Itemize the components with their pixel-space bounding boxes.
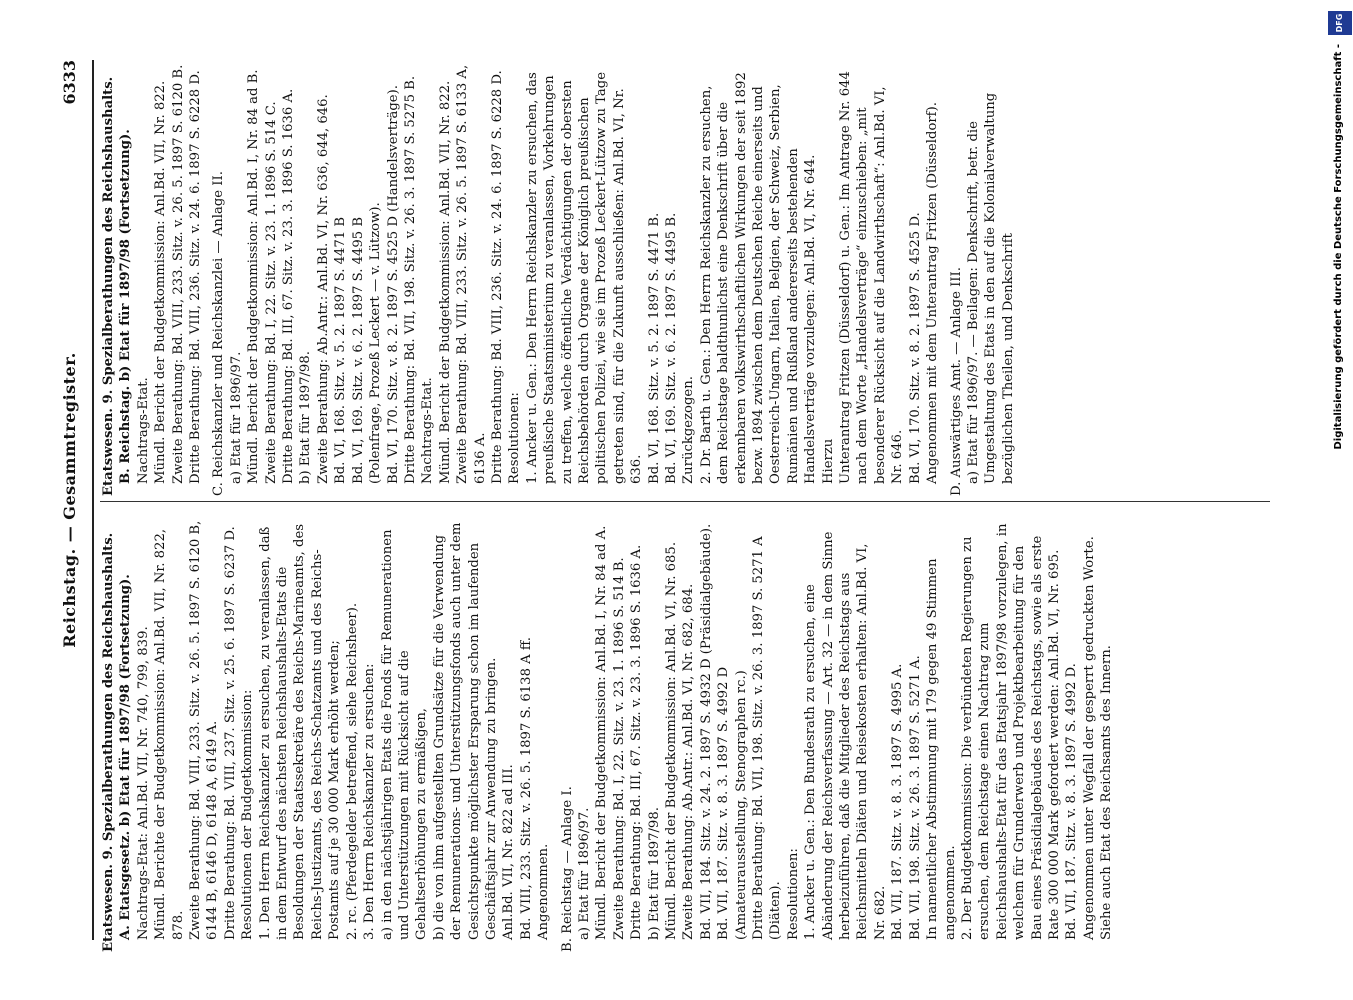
entry-line: Resolutionen: xyxy=(507,392,523,484)
entry-line: Bd. VI, 170. Sitz. v. 8. 2. 1897 S. 4525 D (Handelsverträge). xyxy=(385,85,401,484)
column-divider xyxy=(100,501,1270,502)
entry-line: Nachtrags-Etat. xyxy=(135,377,151,484)
running-title: Reichstag. — Gesammtregister. xyxy=(60,352,79,648)
entry-line: Bd. VII, 184. Sitz. v. 24. 2. 1897 S. 4932 D (Präsidialgebäude). xyxy=(698,523,714,940)
entry-line: Dritte Berathung: Bd. VIII, 236. Sitz. v. 24. 6. 1897 S. 6228 D. xyxy=(188,70,204,484)
entry-line: Mündl. Bericht der Budgetkommission: Anl.Bd. VII, Nr. 822. xyxy=(153,80,169,484)
digitization-strip xyxy=(1325,0,1353,1000)
entry-line: a) in den nächstjährigen Etats die Fonds für Remunerationen und Unterstützungen mit Rücksicht auf die Gehaltserhöhungen zu ermäßigen, xyxy=(379,529,430,940)
entry-line: a) Etat für 1896/97. — Beilagen: Denkschrift, betr. die Umgestaltung des Etats in den auf die Kolonialverwaltung bezüglichen Theilen, und Denkschrift xyxy=(965,92,1016,484)
entry-line: 1. Ancker u. Gen.: Den Herrn Reichskanzler zu ersuchen, das preußische Staatsministerium zu veranlassen, Vorkehrungen zu treffen, welche öffentliche Verdächtigungen der obersten Reichsbehörden durch Organe der Königlich preußischen politischen Polizei, wie sie im Prozeß Leckert-Lützow zu Tage getreten sind, für die Zukunft ausschließen: Anl.Bd. VI, Nr. 636. xyxy=(524,71,645,484)
page-header xyxy=(58,60,88,940)
entry-line: C. Reichskanzler und Reichskanzlei — Anlage II. xyxy=(211,171,227,496)
entry-line: a) Etat für 1896/97. xyxy=(576,807,592,940)
header-rule xyxy=(92,60,94,940)
entry-line: Angenommen. xyxy=(536,843,552,940)
entry-line: Dritte Berathung: Bd. VIII, 236. Sitz. v. 24. 6. 1897 S. 6228 D. xyxy=(489,70,505,484)
entry-line: Angenommen unter Wegfall der gesperrt gedruckten Worte. Siehe auch Etat des Reichsamts des Innern. xyxy=(1081,536,1115,940)
entry-line: Bd. VI, 169. Sitz. v. 6. 2. 1897 S. 4495 B xyxy=(350,216,366,484)
entry-line: Bd. VIII, 233. Sitz. v. 26. 5. 1897 S. 6138 A ff. xyxy=(518,637,534,940)
entry-line: Resolutionen der Budgetkommission: xyxy=(240,689,256,940)
entry-line: Bd. VI, 168. Sitz. v. 5. 2. 1897 S. 4471 B. xyxy=(646,212,662,484)
entry-line: Mündl. Bericht der Budgetkommission: Anl.Bd. I, Nr. 84 ad A. xyxy=(594,525,610,940)
entry-line: Zweite Berathung: Bd. I, 22. Sitz. v. 23. 1. 1896 S. 514 B. xyxy=(611,557,627,940)
entry-line: Zweite Berathung: Bd. VIII, 233. Sitz. v. 26. 5. 1897 S. 6120 B. xyxy=(170,64,186,484)
entry-line: Bd. VII, 187. Sitz. v. 8. 3. 1897 S. 4992 D. xyxy=(1064,663,1080,940)
entry-line: Bd. VII, 187. Sitz. v. 8. 3. 1897 S. 4995 A. xyxy=(890,663,906,940)
entry-line: Dritte Berathung: Bd. III, 67. Sitz. v. 23. 3. 1896 S. 1636 A. xyxy=(629,544,645,940)
entry-line: Dritte Berathung: Bd. III, 67. Sitz. v. 23. 3. 1896 S. 1636 A. xyxy=(281,88,297,484)
entry-line: 1. Den Herrn Reichskanzler zu ersuchen, zu veranlassen, daß in dem Entwurf des nächsten Reichshaushalts-Etats die Besoldungen der Staatssekretäre des Reichs-Marineamts, des Reichs-Justizamts, des Reichs-Schatzamts und des Reichs-Postamts auf je 30 000 Mark erhöht werden; xyxy=(257,523,343,940)
left-column xyxy=(100,520,1116,952)
entry-line: Mündl. Bericht der Budgetkommission: Anl.Bd. I, Nr. 84 ad B. xyxy=(246,69,262,484)
entry-line: Zweite Berathung: Bd. VIII, 233. Sitz. v. 26. 5. 1897 S. 6133 A, 6136 A. xyxy=(455,64,488,484)
entry-line: Dritte Berathung: Bd. VIII, 237. Sitz. v. 25. 6. 1897 S. 6237 D. xyxy=(222,526,238,940)
entry-line: b) Etat für 1897/98. xyxy=(298,351,314,484)
entry-line: 2. rc. (Pferdegelder betreffend, siehe Reichsheer). xyxy=(344,602,360,940)
entry-line: Etatswesen. 9. Spezialberathungen des Reichshaushalts. B. Reichstag. b) Etat für 1897/98 (Fortsetzung). xyxy=(101,76,134,496)
page-number: 6333 xyxy=(60,60,79,105)
entry-line: Zweite Berathung: Ab.Antr.: Anl.Bd. VI, Nr. 682, 684. xyxy=(681,583,697,940)
entry-line: 1. Ancker u. Gen.: Den Bundesrath zu ersuchen, eine Abänderung der Reichsverfassung — Art. 32 — in dem Sinne herbeizuführen, daß die Mitglieder des Reichstags aus Reichsmitteln Diäten und Reisekosten erhalten: Anl.Bd. VI, Nr. 682. xyxy=(803,531,888,940)
entry-line: Mündl. Berichte der Budgetkommission: Anl.Bd. VII, Nr. 822, 878. xyxy=(153,528,186,940)
entry-line: Mündl. Bericht der Budgetkommission: Anl.Bd. VI, Nr. 685. xyxy=(664,541,679,940)
entry-line: 3. Den Herrn Reichskanzler zu ersuchen: xyxy=(362,663,378,940)
entry-line: Etatswesen. 9. Spezialberathungen des Reichshaushalts. A. Etatsgesetz. b) Etat für 1897/98 (Fortsetzung). xyxy=(101,532,134,952)
entry-line: 2. Dr. Barth u. Gen.: Den Herrn Reichskanzler zu ersuchen, dem Reichstage baldthunlichst eine Denkschrift über die erkennbaren volkswirthschaftlichen Wirkungen der seit 1892 bezw. 1894 zwischen dem Deutschen Reiche einerseits und Oesterreich-Ungarn, Italien, Belgien, der Schweiz, Serbien, Rumänien und Rußland andererseits bestehenden Handelsverträge vorzulegen: Anl.Bd. VI, Nr. 644. xyxy=(698,72,819,484)
entry-line: D. Auswärtiges Amt. — Anlage III. xyxy=(948,267,964,496)
entry-line: Nachtrags-Etat: Anl.Bd. VII, Nr. 740, 799, 839. xyxy=(135,626,151,940)
entry-line: Dritte Berathung: Bd. VII, 198. Sitz. v. 26. 3. 1897 S. 5275 B. xyxy=(402,75,418,484)
entry-line: a) Etat für 1896/97. xyxy=(228,351,244,484)
entry-line: Angenommen mit dem Unterantrag Fritzen (Düsseldorf). xyxy=(925,102,941,484)
entry-line: Bd. VI, 170. Sitz. v. 8. 2. 1897 S. 4525 D. xyxy=(907,212,923,484)
entry-line: Zweite Berathung: Bd. VIII, 233. Sitz. v. 26. 5. 1897 S. 6120 B, 6144 B, 6146 D, 6148 A, 6149 A. xyxy=(188,520,221,940)
right-column xyxy=(100,64,1017,496)
entry-line: Anl.Bd. VII, Nr. 822 ad III. xyxy=(501,764,517,940)
entry-line: Mündl. Bericht der Budgetkommission: Anl.Bd. VII, Nr. 822. xyxy=(437,80,453,484)
entry-line: b) Etat für 1897/98. xyxy=(646,807,662,940)
digitization-notice: Digitalisierung gefördert durch die Deutsche Forschungsgemeinschaft - xyxy=(1333,44,1344,450)
entry-line: Bd. VI, 168. Sitz. v. 5. 2. 1897 S. 4471 B xyxy=(333,216,349,484)
entry-line: B. Reichstag — Anlage I. xyxy=(559,786,575,952)
entry-line: Hierzu xyxy=(820,438,836,484)
entry-line: Zweite Berathung: Bd. I, 22. Sitz. v. 23. 1. 1896 S. 514 C. xyxy=(263,101,279,484)
entry-line: (Polenfrage, Prozeß Leckert — v. Lützow). xyxy=(368,202,384,484)
entry-line: Nachtrags-Etat. xyxy=(420,377,436,484)
entry-line: Unterantrag Fritzen (Düsseldorf) u. Gen.: Im Antrage Nr. 644 nach dem Worte „Handelsverträge“ einzuschieben: „mit besonderer Rücksicht auf die Landwirthschaft“: Anl.Bd. VI, Nr. 646. xyxy=(838,71,906,484)
entry-line: Resolutionen: xyxy=(785,848,801,940)
entry-line: In namentlicher Abstimmung mit 179 gegen 49 Stimmen angenommen. xyxy=(925,558,958,940)
entry-line: Dritte Berathung: Bd. VII, 198. Sitz. v. 26. 3. 1897 S. 5271 A (Diäten). xyxy=(751,536,784,940)
entry-line: Zurückgezogen. xyxy=(681,376,697,484)
entry-line: Bd. VII, 187. Sitz. v. 8. 3. 1897 S. 4992 D (Amateurausstellung, Stenographen rc.) xyxy=(716,666,749,940)
dfg-logo: DFG xyxy=(1328,11,1352,35)
entry-line: 2. Der Budgetkommission: Die verbündeten Regierungen zu ersuchen, dem Reichstage einen Nachtrag zum Reichshaushalts-Etat für das Etatsjahr 1897/98 vorzulegen, in welchem für Grunderwerb und Projektbearbeitung für den Bau eines Präsidialgebäudes des Reichstags, sowie als erste Rate 300 000 Mark gefordert werden: Anl.Bd. VI, Nr. 695. xyxy=(959,523,1062,940)
entry-line: b) die von ihm aufgestellten Grundsätze für die Verwendung der Remunerations- und Unterstützungsfonds auch unter dem Gesichtspunkte möglichster Ersparung schon im laufenden Geschäftsjahr zur Anwendung zu bringen. xyxy=(431,522,499,940)
entry-line: Zweite Berathung: Ab.Antr.: Anl.Bd. VI, Nr. 636, 644, 646. xyxy=(315,94,331,484)
entry-line: Bd. VII, 198. Sitz. v. 26. 3. 1897 S. 5271 A. xyxy=(907,655,923,940)
entry-line: Bd. VI, 169. Sitz. v. 6. 2. 1897 S. 4495 B. xyxy=(664,212,679,484)
